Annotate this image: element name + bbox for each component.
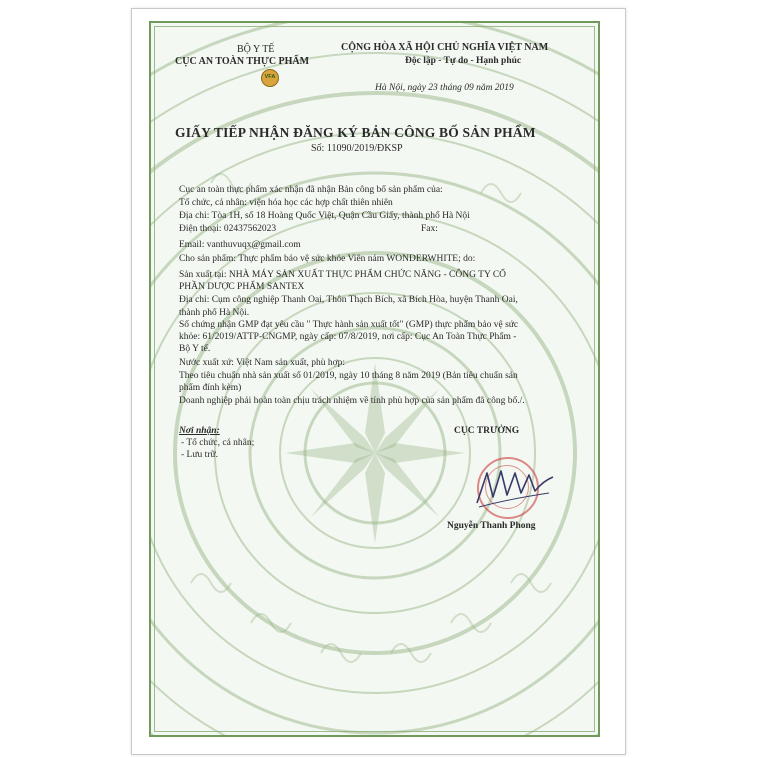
standard-line-1: Theo tiêu chuẩn nhà sản xuất số 01/2019, ngày 10 tháng 8 năm 2019 (Bản tiêu chuẩn sản — [179, 371, 518, 381]
organization-line: Tổ chức, cá nhân: viện hóa học các hợp chất thiên nhiên — [179, 198, 393, 208]
fax-label: Fax: — [421, 224, 438, 234]
ministry-name: BỘ Y TẾ — [237, 44, 275, 55]
gmp-line-1: Số chứng nhận GMP đạt yêu cầu " Thực hành sản xuất tốt" (GMP) thực phẩm bảo vệ sức — [179, 320, 519, 330]
place-date: Hà Nội, ngày 23 tháng 09 năm 2019 — [375, 83, 514, 93]
phone-line: Điện thoại: 02437562023 — [179, 224, 277, 234]
recipients-heading: Nơi nhận: — [179, 426, 220, 436]
standard-line-2: phẩm đính kèm) — [179, 383, 242, 393]
national-motto: Độc lập - Tự do - Hạnh phúc — [405, 56, 522, 66]
intro-line: Cục an toàn thực phẩm xác nhận đã nhận Bản công bố sản phẩm của: — [179, 185, 443, 195]
gmp-line-3: Bộ Y tế. — [179, 344, 211, 354]
address-line: Địa chỉ: Tòa 1H, số 18 Hoàng Quốc Việt, Quận Cầu Giấy, thành phố Hà Nội — [179, 211, 470, 221]
vfa-logo: VFA — [261, 69, 279, 87]
signer-role: CỤC TRƯỞNG — [454, 426, 520, 436]
signer-name: Nguyễn Thanh Phong — [447, 521, 536, 531]
origin-line: Nước xuất xứ: Việt Nam sản xuất, phù hợp: — [179, 358, 346, 368]
certificate-document — [149, 21, 600, 737]
producer-address-2: thành phố Hà Nội. — [179, 308, 250, 318]
republic-heading: CỘNG HÒA XÃ HỘI CHỦ NGHĨA VIỆT NAM — [341, 42, 549, 53]
registration-number: Số: 11090/2019/ĐKSP — [311, 143, 403, 154]
recipient-item-1: - Tổ chức, cá nhân; — [181, 438, 255, 448]
document-title: GIẤY TIẾP NHẬN ĐĂNG KÝ BẢN CÔNG BỐ SẢN PHẨM — [175, 125, 536, 140]
producer-line-1: Sản xuất tại: NHÀ MÁY SẢN XUẤT THỰC PHẨM CHỨC NĂNG - CÔNG TY CỔ — [179, 270, 507, 280]
producer-address-1: Địa chỉ: Cụm công nghiệp Thanh Oai, Thôn Thạch Bích, xã Bích Hòa, huyện Thanh Oai, — [179, 295, 518, 305]
product-line: Cho sản phẩm: Thực phẩm bảo vệ sức khỏe Viên nám WONDERWHITE; do: — [179, 254, 476, 264]
recipient-item-2: - Lưu trữ. — [181, 450, 218, 460]
email-line: Email: vanthuvuqx@gmail.com — [179, 240, 301, 250]
handwritten-signature — [469, 463, 559, 515]
producer-line-2: PHẦN DƯỢC PHẨM SANTEX — [179, 282, 305, 292]
gmp-line-2: khỏe: 61/2019/ATTP-CNGMP, ngày cấp: 07/8/2019, nơi cấp: Cục An Toàn Thực Phẩm - — [179, 332, 517, 342]
department-name: CỤC AN TOÀN THỰC PHẨM — [175, 56, 310, 67]
responsibility-line: Doanh nghiệp phải hoàn toàn chịu trách nhiệm về tính phù hợp của sản phẩm đã công bố./. — [179, 396, 525, 406]
